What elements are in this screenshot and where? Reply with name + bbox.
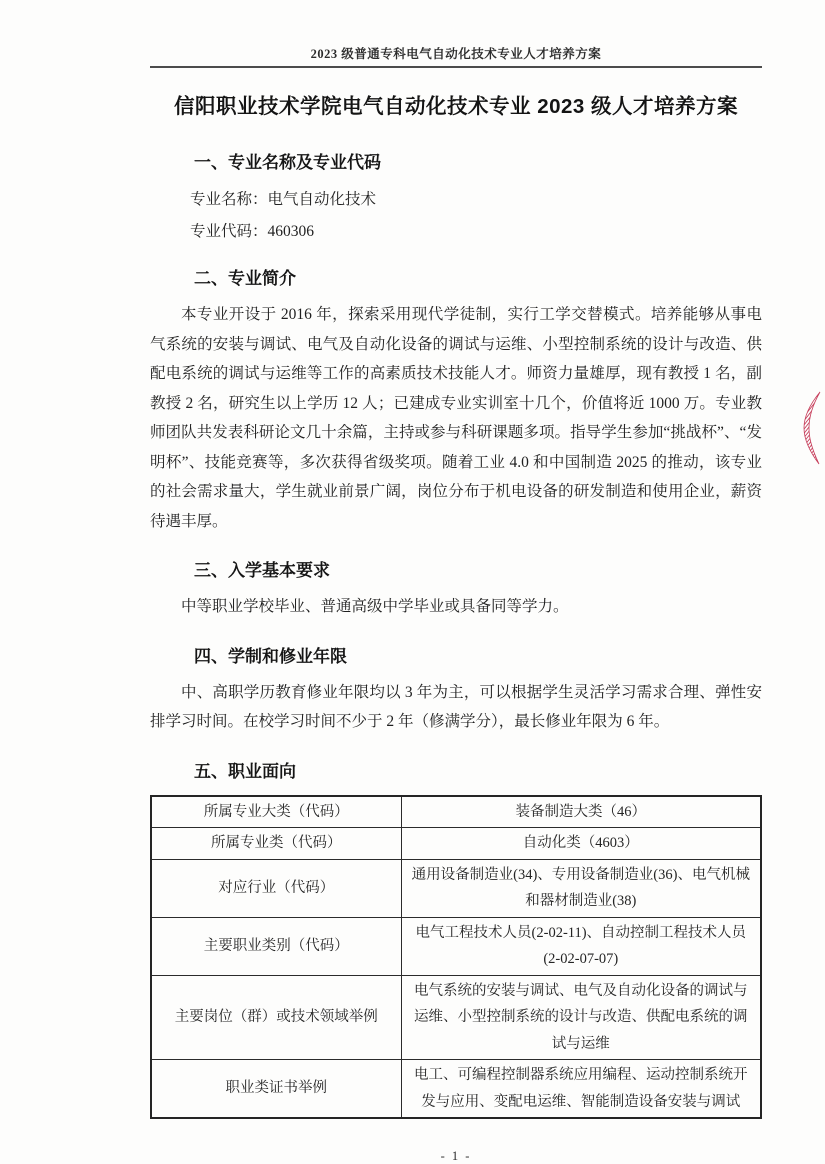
running-header-text: 2023 级普通专科电气自动化技术专业人才培养方案 xyxy=(310,47,602,61)
table-row-value: 自动化类（4603） xyxy=(401,828,761,860)
table-row xyxy=(151,828,761,860)
table-row-value: 电气工程技术人员(2-02-11)、自动控制工程技术人员(2-02-07-07) xyxy=(401,917,761,975)
career-orientation-table xyxy=(150,795,762,1120)
duration-paragraph: 中、高职学历教育修业年限均以 3 年为主，可以根据学生灵活学习需求合理、弹性安排学习时间。在校学习时间不少于 2 年（修满学分），最长修业年限为 6 年。 xyxy=(150,683,762,730)
admission-paragraph: 中等职业学校毕业、普通高级中学毕业或具备同等学力。 xyxy=(181,598,569,615)
table-row-label: 主要职业类别（代码） xyxy=(151,917,401,975)
table-row-value: 电工、可编程控制器系统应用编程、运动控制系统开发与应用、变配电运维、智能制造设备安装与调试 xyxy=(401,1060,761,1119)
table-row xyxy=(151,917,761,975)
table-row-label: 所属专业类（代码） xyxy=(151,828,401,860)
header-rule xyxy=(150,66,762,68)
table-row-value: 装备制造大类（46） xyxy=(401,796,761,828)
table-row xyxy=(151,796,761,828)
table-row-label: 对应行业（代码） xyxy=(151,859,401,917)
red-seal-edge-icon xyxy=(797,391,823,465)
table-row-label: 所属专业大类（代码） xyxy=(151,796,401,828)
table-row-value: 通用设备制造业(34)、专用设备制造业(36)、电气机械和器材制造业(38) xyxy=(401,859,761,917)
page-number: - 1 - xyxy=(440,1149,472,1163)
section-heading-major-name: 一、专业名称及专业代码 xyxy=(194,153,381,172)
table-row xyxy=(151,859,761,917)
section-heading-duration: 四、学制和修业年限 xyxy=(194,646,347,666)
table-row xyxy=(151,1060,761,1119)
major-code-line: 专业代码：460306 xyxy=(190,223,315,240)
section-heading-admission: 三、入学基本要求 xyxy=(194,561,330,580)
major-name-line: 专业名称：电气自动化技术 xyxy=(190,191,377,208)
document-title: 信阳职业技术学院电气自动化技术专业 2023 级人才培养方案 xyxy=(174,95,738,118)
running-header xyxy=(150,44,762,68)
table-row-value: 电气系统的安装与调试、电气及自动化设备的调试与运维、小型控制系统的设计与改造、供配电系统的调试与运维 xyxy=(401,975,761,1060)
document-content xyxy=(150,44,762,1164)
table-row xyxy=(151,975,761,1060)
table-row-label: 主要岗位（群）或技术领域举例 xyxy=(151,975,401,1060)
table-row-label: 职业类证书举例 xyxy=(151,1060,401,1119)
major-intro-paragraph: 本专业开设于 2016 年，探索采用现代学徒制，实行工学交替模式。培养能够从事电气系统的安装与调试、电气及自动化设备的调试与运维、小型控制系统的设计与改造、供配电系统的调试与运维等工作的高素质技术技能人才。师资力量雄厚，现有教授 1 名，副教授 2 名，研究生以上学历 12 人；已建成专业实训室十几个，价值将近 1000 万。专业教师团队共发表科研论文几十余篇，主持或参与科研课题多项。指导学生参加“挑战杯”、“发明杯”、技能竞赛等，多次获得省级奖项。随着工业 4.0 和中国制造 2025 的推动，该专业的社会需求量大，学生就业前景广阔，岗位分布于机电设备的研发制造和使用企业，薪资待遇丰厚。 xyxy=(150,306,762,530)
section-heading-intro: 二、专业简介 xyxy=(194,269,296,288)
section-heading-career: 五、职业面向 xyxy=(194,761,296,781)
